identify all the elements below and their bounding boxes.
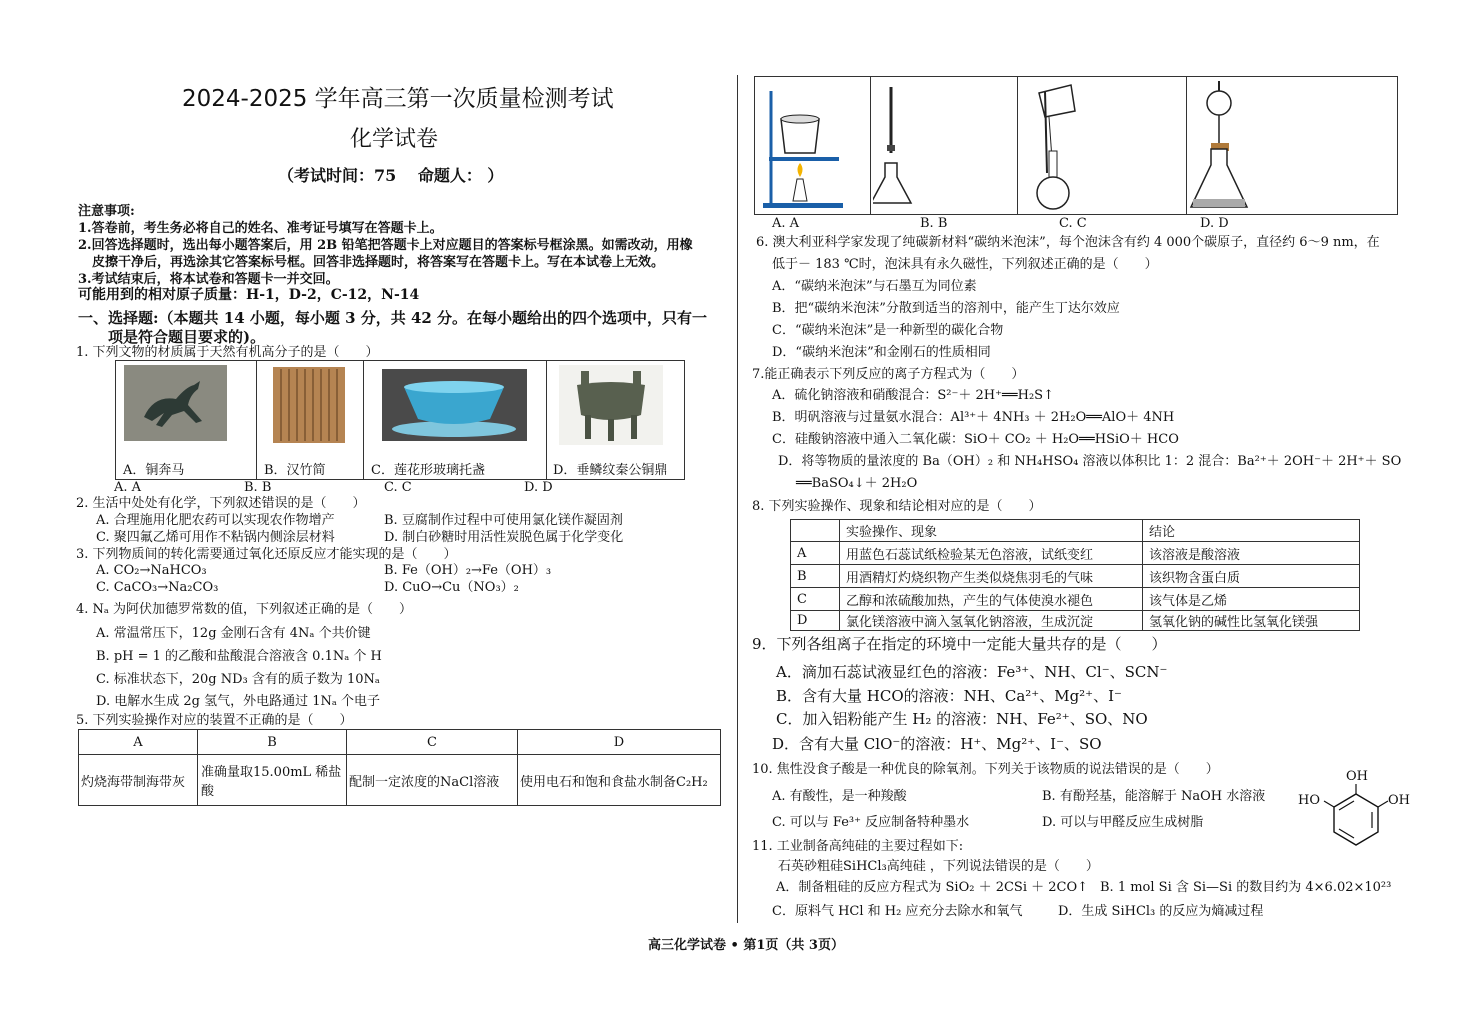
pyrogallol-structure <box>1296 768 1416 850</box>
q4-stem: 4. Nₐ 为阿伏加德罗常数的值，下列叙述正确的是（ ） <box>76 602 413 617</box>
q5-cell-d: 使用电石和饱和食盐水制备C₂H₂ <box>518 755 721 806</box>
q4-option-c[interactable]: C. 标准状态下，20g ND₃ 含有的质子数为 10Nₐ <box>96 672 380 687</box>
q2-stem: 2. 生活中处处有化学，下列叙述错误的是（ ） <box>76 496 366 511</box>
q10-option-b[interactable]: B. 有酚羟基，能溶解于 NaOH 水溶液 <box>1042 789 1266 804</box>
q8-row-label: A <box>791 542 840 565</box>
q9-option-c[interactable]: C．加入铝粉能产生 H₂ 的溶液：NH、Fe²⁺、SO、NO <box>776 710 1148 728</box>
q11-option-a[interactable]: A．制备粗硅的反应方程式为 SiO₂ ＋ 2CSi ＋ 2CO↑ <box>776 880 1089 895</box>
q3-option-d[interactable]: D. CuO→Cu（NO₃）₂ <box>384 580 519 595</box>
q7-stem: 7.能正确表示下列反应的离子方程式为（ ） <box>752 367 1025 382</box>
q5-header-a: A <box>79 730 198 755</box>
q8-row-operation: 氯化镁溶液中滴入氢氧化钠溶液，生成沉淀 <box>840 611 1143 631</box>
q3-option-a[interactable]: A. CO₂→NaHCO₃ <box>96 563 207 578</box>
q8-row-label: B <box>791 565 840 588</box>
q5-cell-c: 配制一定浓度的NaCl溶液 <box>347 755 518 806</box>
q6-option-d[interactable]: D．“碳纳米泡沫”和金刚石的性质相同 <box>772 345 991 360</box>
q1-caption-a: A．铜奔马 <box>123 463 185 478</box>
q1-option-d[interactable]: D. D <box>524 480 553 495</box>
q8-row-operation: 用酒精灯灼烧织物产生类似烧焦羽毛的气味 <box>840 565 1143 588</box>
q5-option-c[interactable]: C. C <box>1059 216 1087 231</box>
q11-option-d[interactable]: D．生成 SiHCl₃ 的反应为熵减过程 <box>1058 904 1264 919</box>
exam-title: 2024-2025 学年高三第一次质量检测考试 <box>182 86 614 112</box>
q10-option-d[interactable]: D. 可以与甲醛反应生成树脂 <box>1042 815 1204 830</box>
structure-oh-top: OH <box>1346 769 1368 784</box>
q1-image-table <box>115 360 685 480</box>
q4-option-b[interactable]: B. pH = 1 的乙酸和盐酸混合溶液含 0.1Nₐ 个 H <box>96 649 382 664</box>
q6-option-b[interactable]: B．把“碳纳米泡沫”分散到适当的溶剂中，能产生丁达尔效应 <box>772 301 1120 316</box>
burette-flask-image <box>873 83 933 211</box>
q9-option-d[interactable]: D．含有大量 ClO⁻的溶液：H⁺、Mg²⁺、I⁻、SO <box>772 735 1102 753</box>
q5-option-b[interactable]: B. B <box>920 216 948 231</box>
atomic-mass-note: 可能用到的相对原子质量：H-1，D-2，C-12，N-14 <box>78 287 420 303</box>
q5-cell-b: 准确量取15.00mL 稀盐酸 <box>198 755 347 806</box>
q1-caption-b: B．汉竹简 <box>264 463 326 478</box>
section-heading: 一、选择题:（本题共 14 小题，每小题 3 分，共 42 分。在每小题给出的四个选项中，只有一 <box>78 309 708 327</box>
q11-option-c[interactable]: C．原料气 HCl 和 H₂ 应充分去除水和氧气 <box>772 904 1023 919</box>
q1-option-a[interactable]: A. A <box>114 480 142 495</box>
q5-header-b: B <box>198 730 347 755</box>
q7-option-c[interactable]: C．硅酸钠溶液中通入二氧化碳：SiO＋ CO₂ ＋ H₂O══HSiO＋ HCO <box>772 432 1179 447</box>
volumetric-flask-image <box>1023 81 1093 211</box>
q10-option-c[interactable]: C. 可以与 Fe³⁺ 反应制备特种墨水 <box>772 815 970 830</box>
q10-option-a[interactable]: A. 有酸性，是一种羧酸 <box>772 789 907 804</box>
q6-option-a[interactable]: A．“碳纳米泡沫”与石墨互为同位素 <box>772 279 977 294</box>
q8-stem: 8. 下列实验操作、现象和结论相对应的是（ ） <box>752 499 1042 514</box>
glass-bowl-image <box>382 369 527 441</box>
q5-option-d[interactable]: D. D <box>1200 216 1229 231</box>
q8-row-label: C <box>791 588 840 611</box>
q8-header-operation: 实验操作、现象 <box>840 520 1143 542</box>
q1-stem: 1. 下列文物的材质属于天然有机高分子的是（ ） <box>76 345 379 360</box>
q8-row-conclusion: 氢氧化钠的碱性比氢氧化镁强 <box>1143 611 1360 631</box>
q7-option-b[interactable]: B．明矾溶液与过量氨水混合：Al³⁺＋ 4NH₃ ＋ 2H₂O══AlO＋ 4NH <box>772 410 1175 425</box>
q2-option-d[interactable]: D. 制白砂糖时用活性炭脱色属于化学变化 <box>384 530 624 545</box>
q5-header-d: D <box>518 730 721 755</box>
q2-option-c[interactable]: C. 聚四氟乙烯可用作不粘锅内侧涂层材料 <box>96 530 335 545</box>
q9-option-a[interactable]: A．滴加石蕊试液显红色的溶液：Fe³⁺、NH、Cl⁻、SCN⁻ <box>776 663 1168 681</box>
q10-stem: 10. 焦性没食子酸是一种优良的除氧剂。下列关于该物质的说法错误的是（ ） <box>752 762 1219 777</box>
q11-option-b[interactable]: B. 1 mol Si 含 Si—Si 的数目约为 4×6.02×10²³ <box>1100 880 1392 895</box>
q6-stem: 6. 澳大利亚科学家发现了纯碳新材料“碳纳米泡沫”，每个泡沫含有约 4 000个碳原子，直径约 6～9 nm，在 <box>756 235 1380 250</box>
notice-heading: 注意事项: <box>78 204 135 219</box>
bamboo-slips-image <box>273 367 345 443</box>
q6-stem-cont: 低于－ 183 ℃时，泡沫具有永久磁性，下列叙述正确的是（ ） <box>772 257 1158 272</box>
q3-stem: 3. 下列物质间的转化需要通过氧化还原反应才能实现的是（ ） <box>76 547 457 562</box>
q5-table <box>78 729 721 806</box>
q11-process: 石英砂粗硅SiHCl₃高纯硅 ，下列说法错误的是（ ） <box>778 859 1099 874</box>
q5-apparatus-panel <box>754 76 1398 215</box>
q8-header-label <box>791 520 840 542</box>
q5-header-c: C <box>347 730 518 755</box>
q4-option-a[interactable]: A. 常温常压下，12g 金刚石含有 4Nₐ 个共价键 <box>96 626 371 641</box>
q1-caption-d: D．垂鳞纹秦公铜鼎 <box>553 463 668 478</box>
structure-oh-right: OH <box>1388 793 1410 808</box>
q5-option-a[interactable]: A. A <box>772 216 800 231</box>
q2-option-b[interactable]: B. 豆腐制作过程中可使用氯化镁作凝固剂 <box>384 513 623 528</box>
notice-item: 皮擦干净后，再选涂其它答案标号框。回答非选择题时，将答案写在答题卡上。写在本试卷上无效。 <box>92 255 665 270</box>
q1-option-c[interactable]: C. C <box>384 480 412 495</box>
q8-header-conclusion: 结论 <box>1143 520 1360 542</box>
q8-row-conclusion: 该溶液是酸溶液 <box>1143 542 1360 565</box>
q3-option-c[interactable]: C. CaCO₃→Na₂CO₃ <box>96 580 219 595</box>
q8-row-conclusion: 该气体是乙烯 <box>1143 588 1360 611</box>
section-heading-cont: 项是符合题目要求的)。 <box>108 328 266 346</box>
q7-option-d-cont: ══BaSO₄↓＋ 2H₂O <box>796 476 918 491</box>
q4-option-d[interactable]: D. 电解水生成 2g 氢气，外电路通过 1Nₐ 个电子 <box>96 694 381 709</box>
notice-item: 1.答卷前，考生务必将自己的姓名、准考证号填写在答题卡上。 <box>78 221 443 236</box>
column-divider <box>737 75 738 923</box>
q5-stem: 5. 下列实验操作对应的装置不正确的是（ ） <box>76 713 353 728</box>
notice-item: 3.考试结束后，将本试卷和答题卡一并交回。 <box>78 272 339 287</box>
q7-option-d[interactable]: D．将等物质的量浓度的 Ba（OH）₂ 和 NH₄HSO₄ 溶液以体积比 1：2 混合：Ba²⁺＋ 2OH⁻＋ 2H⁺＋ SO <box>778 454 1402 469</box>
page-footer: 高三化学试卷 • 第1页（共 3页） <box>648 938 844 953</box>
q6-option-c[interactable]: C．“碳纳米泡沫”是一种新型的碳化合物 <box>772 323 1004 338</box>
exam-subtitle: 化学试卷 <box>350 127 439 152</box>
q8-row-label: D <box>791 611 840 631</box>
q7-option-a[interactable]: A．硫化钠溶液和硝酸混合：S²⁻＋ 2H⁺══H₂S↑ <box>772 388 1054 403</box>
q8-row-conclusion: 该织物含蛋白质 <box>1143 565 1360 588</box>
q8-row-operation: 用蓝色石蕊试纸检验某无色溶液，试纸变红 <box>840 542 1143 565</box>
structure-ho-left: HO <box>1298 793 1320 808</box>
q1-caption-c: C．莲花形玻璃托盏 <box>371 463 485 478</box>
q11-stem: 11. 工业制备高纯硅的主要过程如下: <box>752 839 964 854</box>
q9-stem: 9．下列各组离子在指定的环境中一定能大量共存的是（ ） <box>752 635 1167 653</box>
q8-row-operation: 乙醇和浓硫酸加热，产生的气体使溴水褪色 <box>840 588 1143 611</box>
q5-cell-a: 灼烧海带制海带灰 <box>79 755 198 806</box>
q8-table <box>790 519 1360 631</box>
notice-item: 2.回答选择题时，选出每小题答案后，用 2B 铅笔把答题卡上对应题目的答案标号框涂黑。如需改动，用橡 <box>78 238 693 253</box>
bronze-ding-image <box>559 365 663 445</box>
bronze-horse-image <box>124 365 227 441</box>
q9-option-b[interactable]: B．含有大量 HCO的溶液：NH、Ca²⁺、Mg²⁺、I⁻ <box>776 687 1122 705</box>
q3-option-b[interactable]: B. Fe（OH）₂→Fe（OH）₃ <box>384 563 552 578</box>
q2-option-a[interactable]: A. 合理施用化肥农药可以实现农作物增产 <box>96 513 335 528</box>
exam-info: （考试时间：75 命题人： ） <box>278 166 504 185</box>
q1-option-b[interactable]: B. B <box>244 480 272 495</box>
gas-generator-image <box>1189 79 1269 211</box>
crucible-apparatus-image <box>759 83 859 211</box>
